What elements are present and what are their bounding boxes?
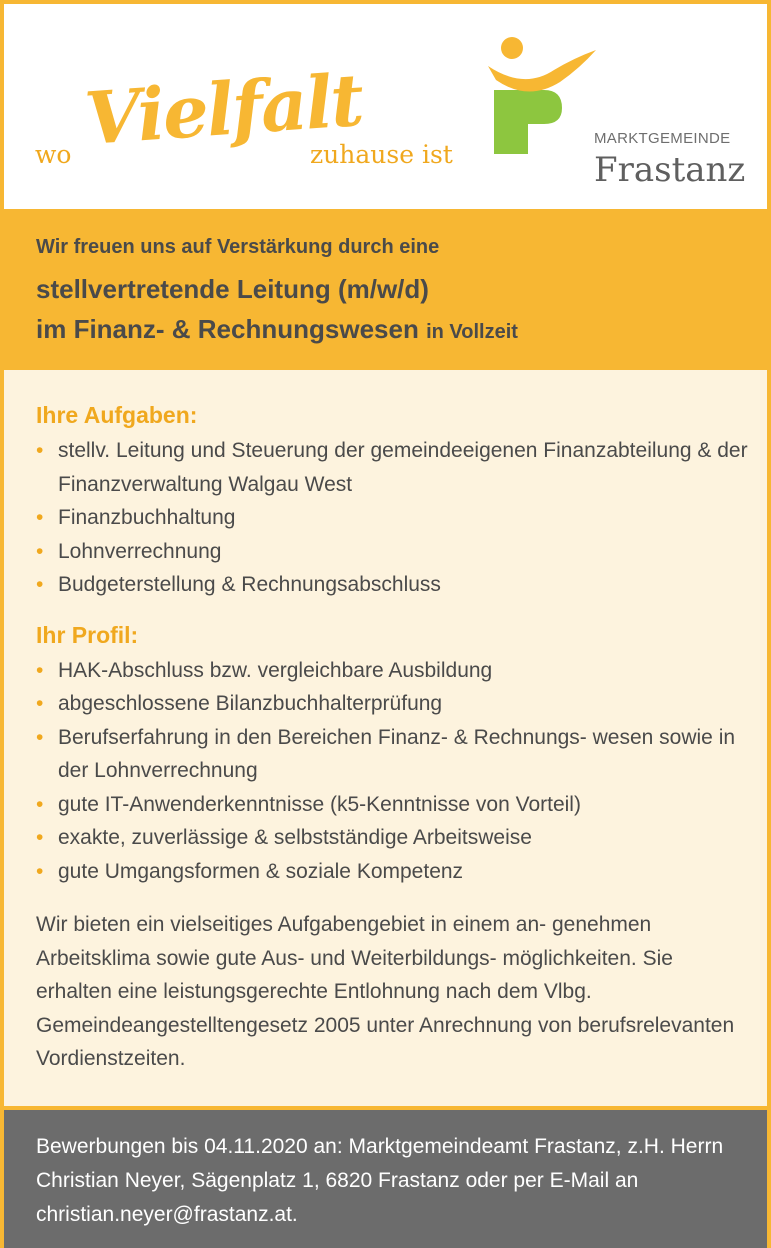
frastanz-logo-icon	[484, 32, 604, 162]
bullet-icon: •	[36, 539, 44, 563]
list-item	[36, 535, 748, 569]
content	[4, 370, 767, 1106]
list-item-text: HAK-Abschluss bzw. vergleichbare Ausbildung	[58, 658, 493, 682]
list-item-text: Berufserfahrung in den Bereichen Finanz- & Rechnungs- wesen sowie in der Lohnverrechnung	[58, 725, 736, 782]
list-item-text: Finanzbuchhaltung	[58, 506, 236, 529]
list-item	[36, 687, 748, 721]
job-title-line2-main: im Finanz- & Rechnungswesen	[36, 314, 419, 344]
intro	[36, 236, 518, 356]
list-item-text: abgeschlossene Bilanzbuchhalterprüfung	[58, 692, 443, 715]
job-title-line1: stellvertretende Leitung (m/w/d)	[36, 274, 429, 304]
list-item	[36, 568, 748, 602]
intro-lead: Wir freuen uns auf Verstärkung durch eine	[36, 236, 440, 258]
slogan-zuhause: zuhause ist	[310, 140, 453, 169]
offer-text: Wir bieten ein vielseitiges Aufgabengebiet in einem an- genehmen Arbeitsklima sowie gute Aus- und Weiterbildungs- möglichkeiten. Sie erhalten eine leistungsgerechte Entlohnung nach dem Vlbg. Gemeindeangestelltengesetz 2005 unter Anrechnung von berufsrelevanten Vordienstzeiten.	[36, 913, 735, 1070]
bullet-icon: •	[36, 573, 44, 596]
logo-name: Frastanz	[594, 150, 746, 190]
list-item-text: gute Umgangsformen & soziale Kompetenz	[58, 859, 464, 883]
bullet-icon: •	[36, 792, 44, 816]
aufgaben-list	[36, 434, 748, 602]
profil-list	[36, 654, 748, 889]
bullet-icon: •	[36, 439, 44, 462]
list-item	[36, 434, 748, 501]
list-item-text: Budgeterstellung & Rechnungsabschluss	[58, 573, 441, 596]
bullet-icon: •	[36, 859, 44, 883]
footer	[4, 1110, 767, 1248]
aufgaben-title: Ihre Aufgaben:	[36, 402, 198, 428]
bullet-icon: •	[36, 658, 44, 682]
list-item-text: stellv. Leitung und Steuerung der gemeindeeigenen Finanzabteilung & der Finanzverwaltung Walgau West	[58, 439, 748, 496]
profil-title: Ihr Profil:	[36, 621, 139, 648]
list-item-text: exakte, zuverlässige & selbstständige Arbeitsweise	[58, 826, 532, 849]
header	[4, 4, 767, 209]
job-title-line2	[36, 313, 518, 348]
bullet-icon: •	[36, 692, 44, 715]
content-inner	[36, 400, 748, 1097]
job-title-suffix: in Vollzeit	[426, 321, 518, 343]
list-item	[36, 501, 748, 535]
bullet-icon: •	[36, 506, 44, 529]
list-item-text: gute IT-Anwenderkenntnisse (k5-Kenntnisse von Vorteil)	[58, 792, 581, 816]
list-item	[36, 721, 748, 788]
slogan-vielfalt: Vielfalt	[82, 56, 365, 161]
list-item	[36, 855, 748, 889]
list-item	[36, 821, 748, 855]
list-item	[36, 654, 748, 688]
bullet-icon: •	[36, 725, 44, 749]
list-item-text: Lohnverrechnung	[58, 539, 222, 563]
bullet-icon: •	[36, 826, 44, 849]
slogan-wo: wo	[35, 140, 72, 169]
application-info: Bewerbungen bis 04.11.2020 an: Marktgemeindeamt Frastanz, z.H. Herrn Christian Neyer, Sägenplatz 1, 6820 Frastanz oder per E-Mail an christian.neyer@frastanz.at.	[36, 1135, 724, 1226]
logo-subtitle: MARKTGEMEINDE	[594, 130, 731, 147]
list-item	[36, 788, 748, 822]
section-gap	[36, 602, 748, 620]
